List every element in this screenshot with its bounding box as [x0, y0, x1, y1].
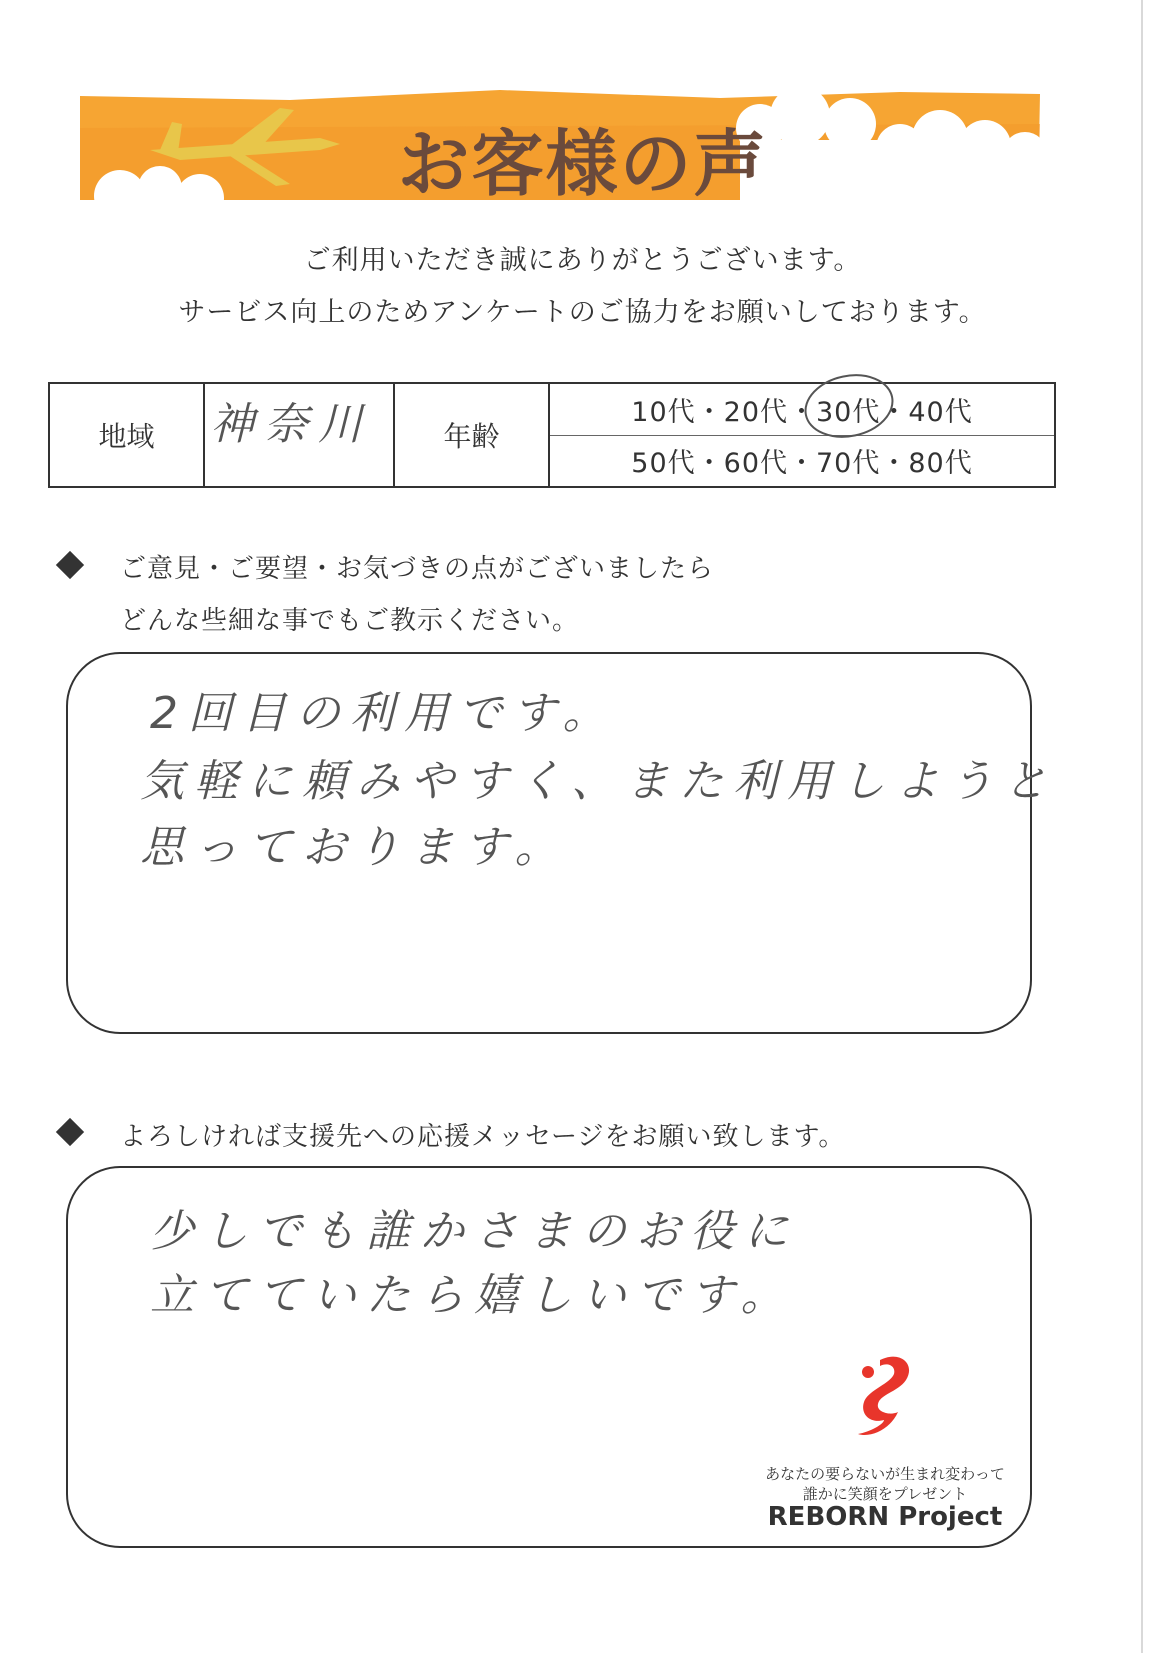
logo-tagline-1: あなたの要らないが生まれ変わって — [765, 1465, 1005, 1483]
region-value: 神奈川 — [210, 399, 372, 450]
reborn-logo-icon — [850, 1350, 920, 1450]
question-1-line-2: どんな些細な事でもご教示ください。 — [120, 606, 580, 636]
question-1-line-1: ご意見・ご要望・お気づきの点がございましたら — [120, 554, 715, 584]
age-label: 年齢 — [395, 384, 550, 486]
answer-1-line-2: 気軽に頼みやすく、また利用しようと — [140, 756, 1058, 807]
answer-2-line-1: 少しでも誰かさまのお役に — [150, 1206, 798, 1257]
age-options-row-1: 10代・20代・30代・40代 — [550, 384, 1054, 436]
selected-age-circle — [800, 368, 898, 440]
logo-tagline-2: 誰かに笑顔をプレゼント — [802, 1485, 968, 1503]
page-title: お客様の声 — [397, 121, 768, 206]
question-2-bullet — [56, 1118, 84, 1146]
answer-2-line-2: 立てていたら嬉しいです。 — [150, 1270, 795, 1321]
region-label: 地域 — [50, 384, 205, 486]
question-2-line-1: よろしければ支援先への応援メッセージをお願い致します。 — [120, 1122, 846, 1152]
answer-1-line-1: 2回目の利用です。 — [150, 688, 617, 739]
question-1-bullet — [56, 551, 84, 579]
info-table — [48, 382, 1056, 488]
reborn-logo — [760, 1350, 1010, 1540]
age-options-row-2: 50代・60代・70代・80代 — [631, 448, 973, 479]
intro-line-1: ご利用いただき誠にありがとうございます。 — [303, 245, 862, 276]
logo-name: REBORN Project — [767, 1502, 1003, 1532]
intro-line-2: サービス向上のためアンケートのご協力をお願いしております。 — [178, 297, 987, 328]
answer-1-line-3: 思っております。 — [140, 822, 569, 873]
